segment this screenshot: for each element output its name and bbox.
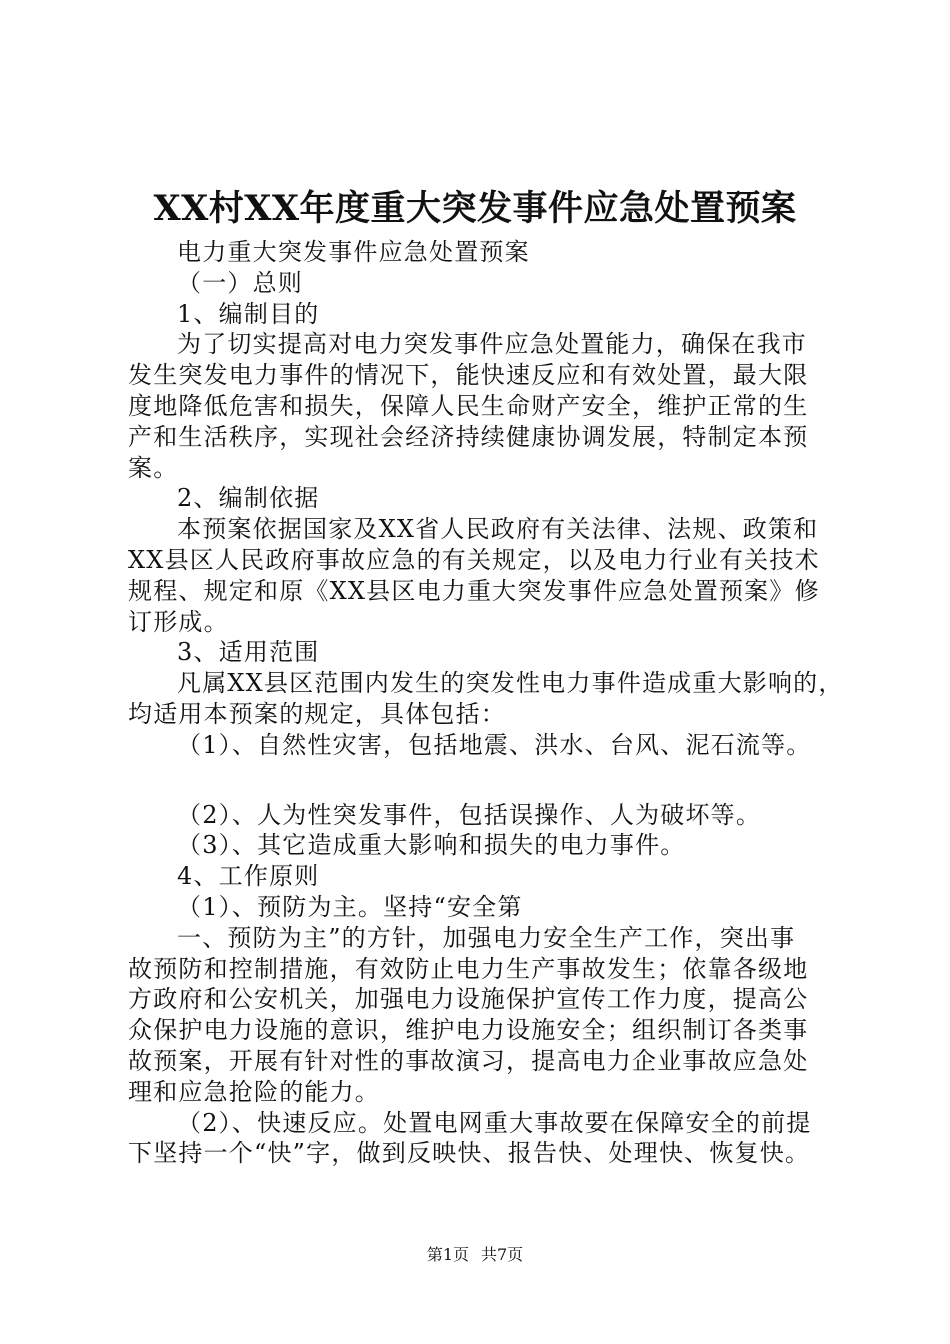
subsection-heading: 3、适用范围	[177, 638, 320, 667]
subsection-heading: 2、编制依据	[177, 484, 320, 513]
page-footer	[0, 1243, 950, 1267]
paragraph-line: 凡属XX县区范围内发生的突发性电力事件造成重大影响的，	[177, 669, 844, 698]
subtitle-line: 电力重大突发事件应急处置预案	[177, 238, 530, 266]
paragraph-line: 均适用本预案的规定，具体包括：	[128, 699, 506, 728]
paragraph-line: 本预案依据国家及XX省人民政府有关法律、法规、政策和	[177, 515, 819, 544]
paragraph-line: 方政府和公安机关，加强电力设施保护宣传工作力度，提高公	[128, 985, 809, 1014]
list-item: （2）、人为性突发事件，包括误操作、人为破坏等。	[177, 800, 762, 829]
document-title: XX村XX年度重大突发事件应急处置预案	[153, 188, 797, 229]
page-number-current: 第1页	[426, 1245, 469, 1264]
paragraph-line: 一、预防为主”的方针，加强电力安全生产工作，突出事	[177, 923, 796, 952]
subsection-heading: 4、工作原则	[177, 862, 320, 891]
list-item: （1）、预防为主。坚持“安全第	[177, 892, 523, 921]
paragraph-line: 下坚持一个“快”字，做到反映快、报告快、处理快、恢复快。	[128, 1139, 811, 1168]
list-item: （1）、自然性灾害，包括地震、洪水、台风、泥石流等。	[177, 730, 812, 759]
paragraph-line: XX县区人民政府事故应急的有关规定，以及电力行业有关技术	[128, 545, 820, 574]
document-body	[128, 237, 844, 1169]
paragraph-line: 为了切实提高对电力突发事件应急处置能力，确保在我市	[177, 330, 807, 359]
paragraph-line: 理和应急抢险的能力。	[128, 1077, 380, 1106]
page-number-total: 共7页	[481, 1245, 524, 1264]
list-item: （2）、快速反应。处置电网重大事故要在保障安全的前提	[177, 1108, 812, 1137]
subsection-heading: 1、编制目的	[177, 299, 320, 328]
paragraph-line: 订形成。	[128, 607, 229, 636]
blank-gap	[128, 761, 840, 800]
paragraph-line: 规程、规定和原《XX县区电力重大突发事件应急处置预案》修	[128, 576, 820, 605]
paragraph-line: 案。	[128, 453, 179, 482]
list-item: （3）、其它造成重大影响和损失的电力事件。	[177, 831, 686, 860]
paragraph-line: 度地降低危害和损失，保障人民生命财产安全，维护正常的生	[128, 391, 809, 420]
paragraph-line: 发生突发电力事件的情况下，能快速反应和有效处置，最大限	[128, 361, 809, 390]
paragraph-line: 产和生活秩序，实现社会经济持续健康协调发展，特制定本预	[128, 422, 809, 451]
paragraph-line: 故预防和控制措施，有效防止电力生产事故发生；依靠各级地	[128, 954, 809, 983]
paragraph-line: 众保护电力设施的意识，维护电力设施安全；组织制订各类事	[128, 1016, 809, 1045]
section-heading: （一）总则	[177, 268, 303, 297]
paragraph-line: 故预案，开展有针对性的事故演习，提高电力企业事故应急处	[128, 1046, 809, 1075]
